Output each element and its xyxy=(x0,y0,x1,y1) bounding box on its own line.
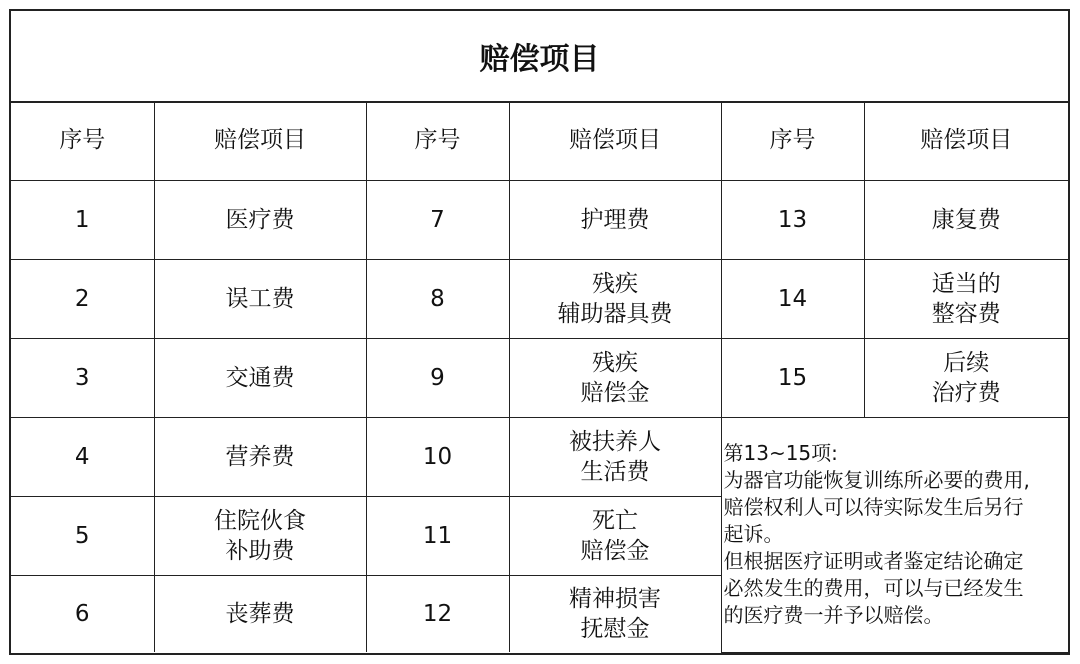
item-name xyxy=(154,180,366,259)
item-name xyxy=(864,180,1068,259)
note-cell xyxy=(721,417,1068,652)
table-row xyxy=(11,338,1068,417)
table-title: 赔偿项目 xyxy=(11,11,1068,103)
item-name xyxy=(154,496,366,575)
header-item-3: 赔偿项目 xyxy=(864,101,1068,180)
table-row xyxy=(11,417,1068,496)
item-line: 抚慰金 xyxy=(580,615,650,642)
item-line: 残疾 xyxy=(592,270,638,297)
item-line: 丧葬费 xyxy=(225,600,295,627)
item-line: 交通费 xyxy=(225,364,295,391)
item-name xyxy=(509,496,721,575)
note-line: 第13~15项: xyxy=(723,441,838,465)
row-number: 8 xyxy=(366,259,509,338)
item-line: 赔偿金 xyxy=(580,537,650,564)
row-number: 11 xyxy=(366,496,509,575)
item-line: 辅助器具费 xyxy=(557,300,673,327)
item-line: 整容费 xyxy=(931,300,1001,327)
item-line: 生活费 xyxy=(580,458,650,485)
row-number: 15 xyxy=(721,338,864,417)
row-number: 3 xyxy=(11,338,154,417)
item-line: 补助费 xyxy=(225,537,295,564)
row-number: 2 xyxy=(11,259,154,338)
header-item-1: 赔偿项目 xyxy=(154,101,366,180)
item-name xyxy=(509,417,721,496)
item-line: 赔偿金 xyxy=(580,379,650,406)
row-number: 5 xyxy=(11,496,154,575)
item-line: 被扶养人 xyxy=(569,428,661,455)
header-no-2: 序号 xyxy=(366,101,509,180)
item-name xyxy=(154,338,366,417)
item-line: 死亡 xyxy=(592,507,638,534)
table-row xyxy=(11,259,1068,338)
compensation-table-frame xyxy=(9,9,1070,655)
note-line: 赔偿权利人可以待实际发生后另行 xyxy=(723,495,1024,519)
header-no-3: 序号 xyxy=(721,101,864,180)
row-number: 14 xyxy=(721,259,864,338)
item-name xyxy=(509,180,721,259)
row-number: 10 xyxy=(366,417,509,496)
row-number: 7 xyxy=(366,180,509,259)
compensation-table xyxy=(11,101,1068,653)
row-number: 6 xyxy=(11,575,154,652)
item-name xyxy=(509,575,721,652)
row-number: 4 xyxy=(11,417,154,496)
item-line: 后续 xyxy=(943,349,990,376)
item-line: 康复费 xyxy=(931,206,1001,233)
row-number: 9 xyxy=(366,338,509,417)
item-name xyxy=(509,338,721,417)
header-row xyxy=(11,101,1068,180)
item-line: 误工费 xyxy=(225,285,295,312)
table-row xyxy=(11,180,1068,259)
row-number: 12 xyxy=(366,575,509,652)
item-line: 医疗费 xyxy=(225,206,295,233)
item-line: 营养费 xyxy=(225,443,295,470)
note-line: 但根据医疗证明或者鉴定结论确定 xyxy=(723,549,1024,573)
note-line: 为器官功能恢复训练所必要的费用, xyxy=(723,468,1030,492)
item-line: 住院伙食 xyxy=(214,507,306,534)
item-line: 护理费 xyxy=(580,206,650,233)
item-name xyxy=(154,259,366,338)
row-number: 1 xyxy=(11,180,154,259)
note-line: 的医疗费一并予以赔偿。 xyxy=(723,603,944,627)
note-line: 起诉。 xyxy=(723,522,784,546)
header-item-2: 赔偿项目 xyxy=(509,101,721,180)
item-line: 精神损害 xyxy=(569,585,661,612)
note-line: 必然发生的费用，可以与已经发生 xyxy=(723,576,1024,600)
item-name xyxy=(154,417,366,496)
item-name xyxy=(864,338,1068,417)
item-line: 适当的 xyxy=(931,270,1001,297)
item-name xyxy=(154,575,366,652)
row-number: 13 xyxy=(721,180,864,259)
header-no-1: 序号 xyxy=(11,101,154,180)
item-name xyxy=(864,259,1068,338)
item-line: 残疾 xyxy=(592,349,638,376)
item-name xyxy=(509,259,721,338)
item-line: 治疗费 xyxy=(931,379,1001,406)
